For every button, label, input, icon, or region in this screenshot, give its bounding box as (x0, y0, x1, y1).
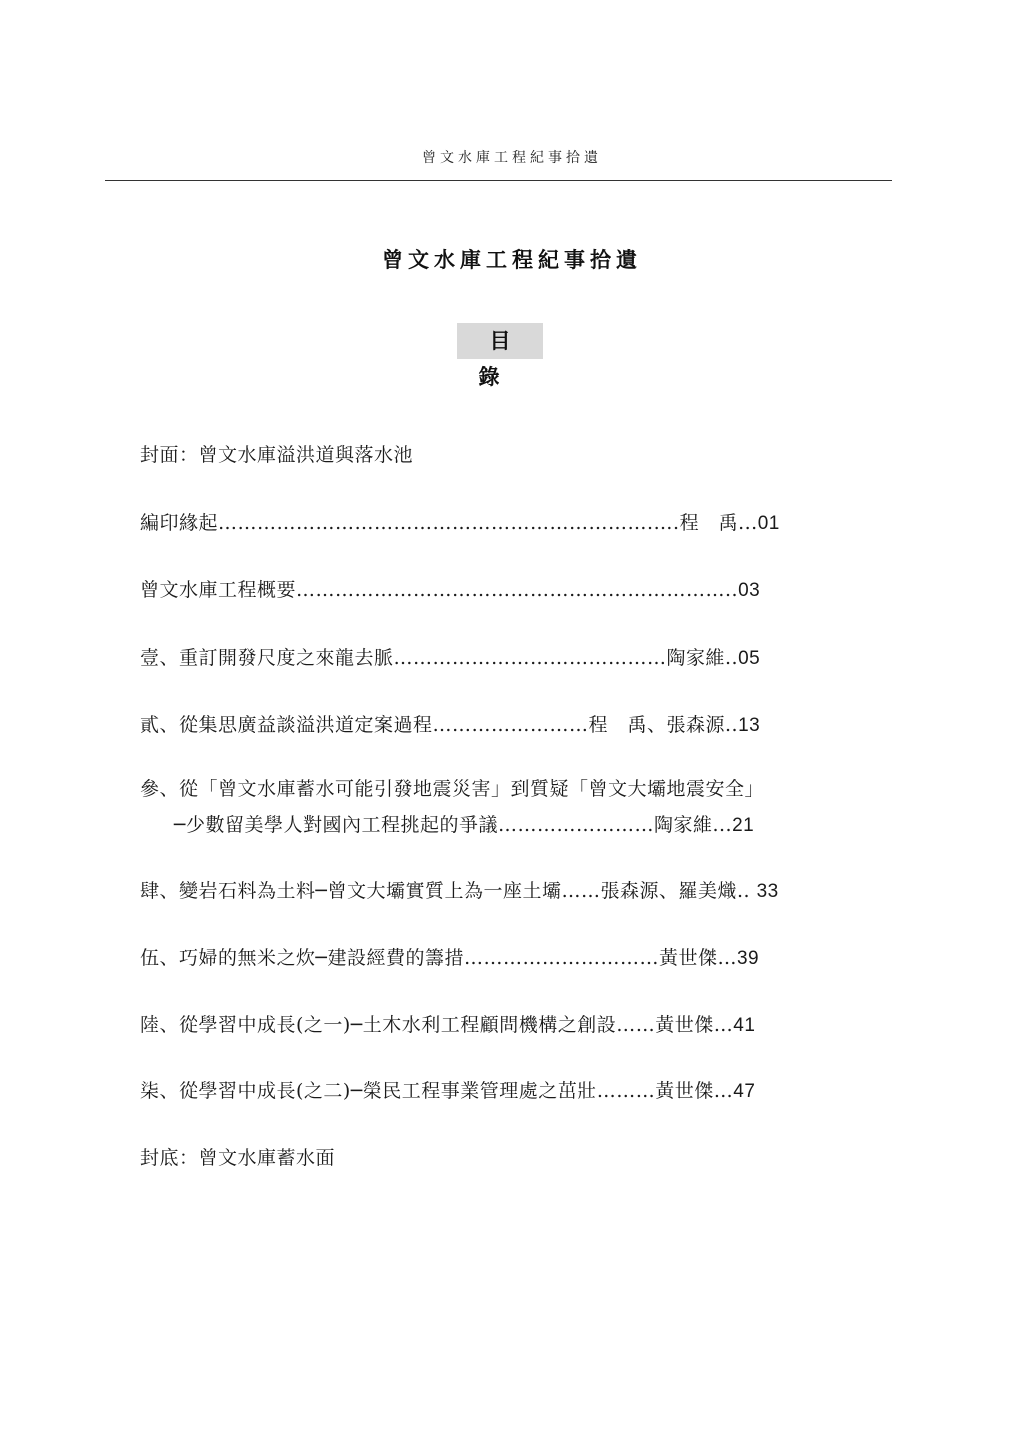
toc-entry-chapter-5 (140, 945, 885, 972)
toc-entry-back-cover: 封底：曾文水庫蓄水面 (140, 1147, 336, 1169)
toc-entry-chapter-3-line-2 (174, 812, 885, 839)
toc-page-number: 47 (733, 1081, 756, 1102)
toc-page-number: 33 (756, 881, 779, 902)
toc-entry-text: 貳、從集思廣益談溢洪道定案過程……………………程 禹、張森源.. (140, 714, 739, 736)
toc-entry-text: 陸、從學習中成長(之一)─土木水利工程顧問機構之創設……黃世傑… (140, 1014, 734, 1036)
toc-entry-chapter-1 (140, 645, 885, 672)
toc-page-number: 39 (736, 948, 760, 969)
toc-entry-text: 柒、從學習中成長(之二)─榮民工程事業管理處之茁壯………黃世傑… (140, 1080, 734, 1102)
toc-entry-text: ─少數留美學人對國內工程挑起的爭議……………………陶家維... (174, 814, 733, 836)
toc-entry-preface (140, 510, 885, 537)
toc-entry-chapter-4 (140, 878, 885, 905)
toc-page-number: 13 (738, 715, 761, 736)
header-rule (105, 180, 892, 181)
toc-page-number: 21 (732, 815, 755, 836)
document-title: 曾文水庫工程紀事拾遺 (382, 248, 642, 272)
toc-entry-cover: 封面：曾文水庫溢洪道與落水池 (140, 444, 414, 466)
toc-page-number: 01 (757, 513, 780, 534)
toc-heading: 目 錄 (478, 329, 533, 389)
toc-page-number: 41 (733, 1015, 756, 1036)
toc-entry-text: 壹、重訂開發尺度之來龍去脈……………………………………陶家維.. (140, 647, 739, 669)
toc-entry-text: 肆、變岩石料為土料─曾文大壩實質上為一座土壩……張森源、羅美熾.. (140, 880, 757, 902)
toc-page-number: 05 (738, 648, 761, 669)
toc-page-number: 03 (738, 580, 761, 601)
toc-entry-chapter-6 (140, 1012, 885, 1039)
toc-entry-overview (140, 577, 885, 604)
toc-entry-chapter-3-line-1: 參、從「曾文水庫蓄水可能引發地震災害」到質疑「曾文大壩地震安全」 (140, 778, 765, 800)
toc-entry-chapter-7 (140, 1078, 885, 1105)
toc-entry-text: 伍、巧婦的無米之炊─建設經費的籌措…………………………黃世傑… (140, 947, 737, 969)
toc-entry-chapter-2 (140, 712, 885, 739)
toc-entry-text: 編印緣起………………………………………………………….….程 禹... (140, 512, 758, 534)
running-header: 曾文水庫工程紀事拾遺 (422, 150, 602, 166)
toc-entry-text: 曾文水庫工程概要………………………………………………………….. (140, 579, 739, 601)
